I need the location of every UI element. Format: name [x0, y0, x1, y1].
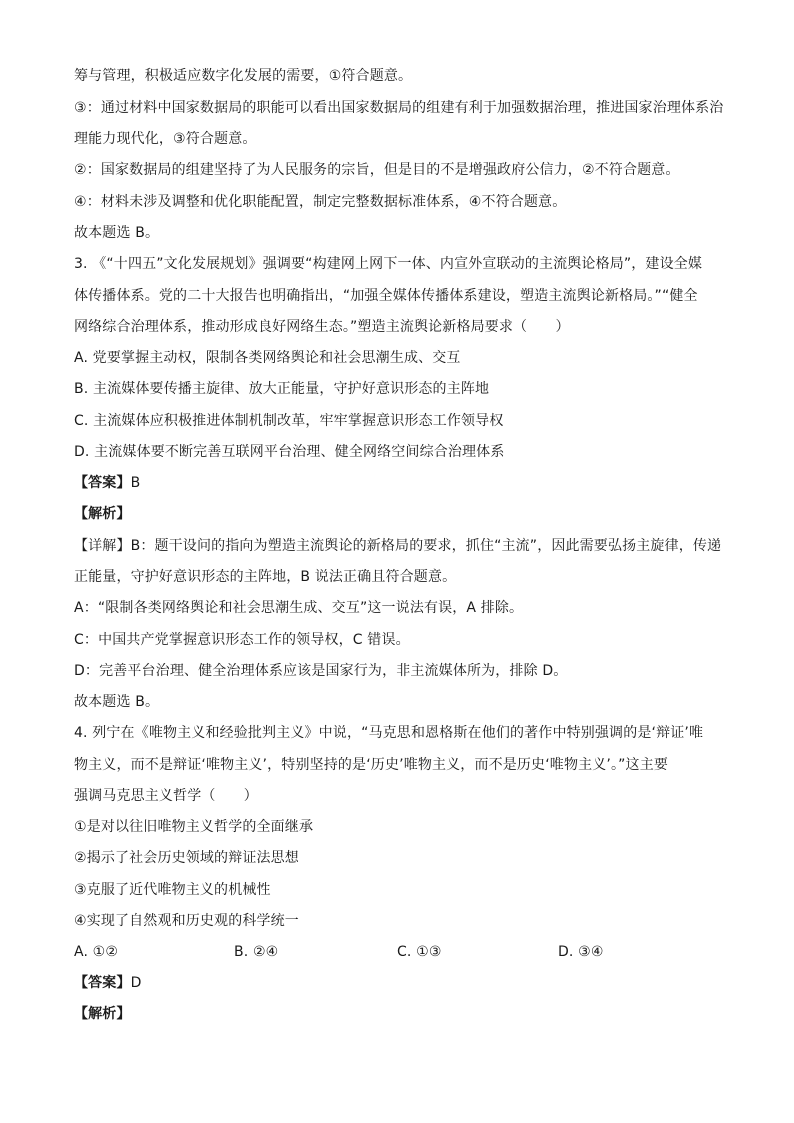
q4-stem-line3: 强调马克思主义哲学（ ） [74, 788, 258, 804]
q4-item-3: ③克服了近代唯物主义的机械性 [74, 882, 271, 898]
q2-point-3-line1: ③：通过材料中国家数据局的职能可以看出国家数据局的组建有利于加强数据治理，推进国家治理体系治 [74, 100, 724, 116]
q4-option-d: D. ③④ [558, 944, 604, 960]
q4-answer-label: 【答案】 [74, 975, 131, 991]
q3-detail-line2: 正能量，守护好意识形态的主阵地，B 说法正确且符合题意。 [74, 569, 457, 585]
q3-answer-value: B [130, 475, 141, 491]
q2-point-3-line2: 理能力现代化，③符合题意。 [74, 131, 257, 147]
q4-option-a: A. ①② [74, 944, 119, 960]
q2-conclusion: 故本题选 B。 [74, 225, 160, 241]
q4-analysis-label: 【解析】 [74, 1006, 131, 1022]
q4-item-2: ②揭示了社会历史领域的辩证法思想 [74, 850, 299, 866]
q3-detail-c: C：中国共产党掌握意识形态工作的领导权，C 错误。 [74, 632, 410, 648]
q4-item-1: ①是对以往旧唯物主义哲学的全面继承 [74, 819, 314, 835]
q3-option-d: D. 主流媒体要不断完善互联网平台治理、健全网络空间综合治理体系 [74, 444, 505, 460]
q2-point-4: ④：材料未涉及调整和优化职能配置，制定完整数据标准体系，④不符合题意。 [74, 194, 567, 210]
q4-answer [74, 973, 734, 993]
q4-option-b: B. ②④ [234, 944, 279, 960]
q4-options-row [74, 942, 734, 962]
q4-item-4: ④实现了自然观和历史观的科学统一 [74, 913, 299, 929]
q4-stem-line2: 物主义，而不是辩证‘唯物主义’，特别坚持的是‘历史’唯物主义，而不是历史‘唯物主义’。”这主要 [74, 757, 669, 773]
q4-answer-value: D [130, 975, 142, 991]
q3-detail-a: A：“限制各类网络舆论和社会思潮生成、交互”这一说法有误，A 排除。 [74, 600, 524, 616]
q2-tail-text: 筹与管理，积极适应数字化发展的需要，①符合题意。 [74, 68, 413, 84]
q3-option-b: B. 主流媒体要传播主旋律、放大正能量，守护好意识形态的主阵地 [74, 381, 490, 397]
q3-answer-label: 【答案】 [74, 475, 131, 491]
q3-stem-line3: 网络综合治理体系，推动形成良好网络生态。”塑造主流舆论新格局要求（ ） [74, 319, 570, 335]
q4-analysis-heading [74, 1004, 734, 1024]
q3-option-c: C. 主流媒体应积极推进体制机制改革，牢牢掌握意识形态工作领导权 [74, 413, 504, 429]
q3-stem-line2: 体传播体系。党的二十大报告也明确指出，“加强全媒体传播体系建设，塑造主流舆论新格局。”“健全 [74, 288, 698, 304]
q3-detail-d: D：完善平台治理、健全治理体系应该是国家行为，非主流媒体所为，排除 D。 [74, 663, 568, 679]
q3-detail-line1: 【详解】B：题干设问的指向为塑造主流舆论的新格局的要求，抓住“主流”，因此需要弘扬主旋律，传递 [74, 538, 722, 554]
q2-point-2: ②：国家数据局的组建坚持了为人民服务的宗旨，但是目的不是增强政府公信力，②不符合题意。 [74, 162, 680, 178]
q4-stem-line1: 4. 列宁在《唯物主义和经验批判主义》中说，“马克思和恩格斯在他们的著作中特别强调的是‘辩证’唯 [74, 725, 704, 741]
q3-analysis-label: 【解析】 [74, 506, 131, 522]
q3-option-a: A. 党要掌握主动权，限制各类网络舆论和社会思潮生成、交互 [74, 350, 461, 366]
q3-answer [74, 473, 734, 493]
q4-option-c: C. ①③ [397, 944, 442, 960]
q3-stem-line1: 3. 《“十四五”文化发展规划》强调要“构建网上网下一体、内宣外宣联动的主流舆论格局”，建设全媒 [74, 256, 703, 272]
q3-conclusion: 故本题选 B。 [74, 694, 160, 710]
q3-analysis-heading [74, 504, 734, 524]
